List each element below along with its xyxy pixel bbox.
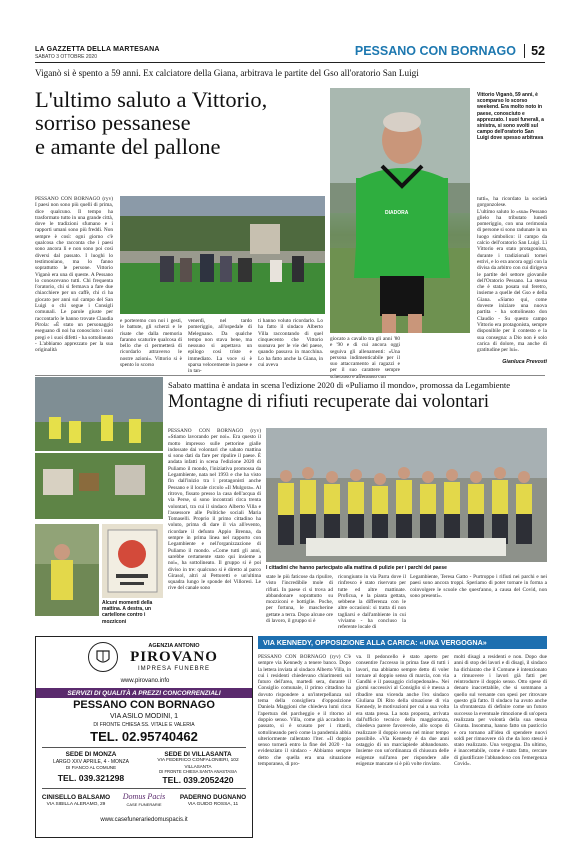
article1-text: tutti», ha ricordato la società gorgonzolese. [477,196,547,209]
ad-footer-site[interactable]: www.casefunerariedomuspacis.it [100,817,188,823]
ad-agency: AGENZIA ANTONIO [148,643,200,649]
article2-text: PESSANO CON BORNAGO (ryv) «Stiamo lavorando per noi». Era questo il motto impresso sulle pettorine gialle indossate dai volontari che sabato mattina si sono dati da fare per ripulire il paese. È andata infatti in scena l'edizione 2020 di Puliamo il mondo, l'iniziativa promossa da Legambiente, nata nel 1993 e che ha visto fin dall'inizio tra i protagonisti anche Pessano e il locale circolo «Il Mulgora». Al ritrovo, fissato presso la casa dell'acqua di via Perse, si sono incontrati circa trenta volontari, tra cui il sindaco Alberto Villa e l'assessore alle Politiche sociali Maria Tomaselli. Proprio il primo cittadino ha voluto, prima di dare il via all'evento, ricordare il defunto Appio Brenna, da sempre in prima linea nel rapporto con Legambiente e nell'organizzazione di Puliamo il mondo. «Come tutti gli anni, sarebbe certamente stato qui insieme a noi», ha sottolineato. Il gruppo si è poi diviso in tre: qualcuno si è diretto al parco Girasol, altri al Pettoretti e un'ultima squadra lungo le sponde del Villoresi. Le rive del canale sono [168,428,261,592]
ad-divider [42,788,246,789]
article1-kicker: Viganò si è spento a 59 anni. Ex calciatore della Giana, arbitrava le partite del Gso all'oratorio San Luigi [35,68,419,78]
section-title: PESSANO CON BORNAGO [354,44,516,58]
article1-headline [35,88,335,158]
ad-monza-title: SEDE DI MONZA [65,751,117,758]
ad-landmark: DI FRONTE CHIESA SS. VITALE E VALERIA [93,722,195,728]
article2-side-caption: Alcuni momenti della mattina. A destra, un cartellone contro i mozziconi [102,600,153,625]
article2-text: state le più faticose da ripulire, visto l'incredibile mole di rifiuti. In paese ci si trova ad abbandonare soprattutto su mozziconi e bottiglie. Poche, per fortuna, le mascherine gettate a terra. Dopo alcune ore di lavoro, il gruppo si è [266,574,333,625]
article1-text: ti hanno voluto ricordarlo. Lo ha fatto il sindaco Alberto Villa raccontando di quel cinquecento che Vittorio suonava per le vie del paese, quando passava in macchina. Lo ha fatto anche la Giana, in cui aveva [258,318,323,369]
pirovano-logo-icon [88,642,118,672]
ad-main-phone[interactable]: TEL. 02.95740462 [90,729,198,744]
masthead-rule [35,62,545,63]
ad-villasanta-note: DI FRONTE CHIESA SANTA ANASTASIA [159,769,237,774]
article1-column [258,318,323,370]
poster-image [102,524,163,598]
ad-brand: PIROVANO [130,649,218,665]
issue-date: SABATO 3 OTTOBRE 2020 [35,54,97,60]
article3-text: molti disagi a residenti e non. Dopo due anni di stop dei lavori e di disagi, il sindaco ha dichiarato che il Comune è intenzionato a rimuovere i lavori già fatti per reintrodurre il doppio senso. Otto spese di denaro inaccettabile, che si sommano a quello sul versante con spesi per ritrovare questo già fatto. Il sindaco ha avuto anche la sfrontatezza di definire come un futuro successo la eventuale rimozione di un'opera realizzata per volontà della sua stessa Giunta. Insomma, hanno fatto un pasticcio e ora tornano all'idea di spendere nuovi soldi per rimuovere ciò che da loro stessi è stato realizzato. Una vergogna. Da ultimo, è inaccettabile, come è stato fatto, cercare di giustificare l'abbandono con l'emergenza Covid». [454,654,547,768]
cleanup-photo-group [35,377,163,519]
article1-column [120,318,182,370]
article2-text: ricongiunto in via Parra dove il rinfresco è stato riservato per tutte ed altre mattinate. Proficua, e la pianta gettata, sebbene la differenza con le altre occasioni: si tratta di non tagliarsi e dall'ambiente in cui viviamo - ha concluso la referente locale di [338,574,406,631]
article1-column [35,196,113,369]
article1-text: venerdì, nel tardo pomeriggio, all'ospedale di Melegnano. Da qualche tempo non stava bene, ma nessuno si aspettava un epilogo così triste e immediato. La voce si è sparsa velocemente in paese e in tan- [188,318,252,375]
article3-text: va. Il pedoncello è stato aperto per consentire l'accesso in prima fase di tutti i lavori, ma abbiamo sempre detto di voler tornare al doppio senso di marcia, con via Gandhi e il passaggio ciclopedonale». Nei giorni successivi al Consiglio si è messa a ribadire una vicenda anche l'ex sindaco Giuliana Di Rito della situazione di via Kennedy, le motivazioni per cui a sua volta era stata presa. La nota proposta, arrivata dall'ufficio tecnico della maggioranza, chiedeva parere favorevole, allo scopo di realizzare il doppio senso nel minor tempo possibile. «Via Kennedy è da due anni ostaggio di un marciapiede abbandonato. Insieme con un'ordinanza di chiusura delle esigenze sull'area per rispondere alle esigenze mancate si è più volte rinviato. [356,654,449,768]
ad-town: PESSANO CON BORNAGO [73,699,215,711]
paper-name: LA GAZZETTA DELLA MARTESANA [35,46,160,53]
ad-domus-sub: CASE FUNERARIE [126,802,162,807]
article2-headline: Montagne di rifiuti recuperate dai volontari [168,392,490,412]
ad-paderno-title: PADERNO DUGNANO [179,794,247,801]
article1-headline-line: e amante del pallone [35,133,221,159]
article1-headline-line: sorriso pessanese [35,110,191,136]
article1-signature: Gianluca Prevosti [502,359,547,365]
article3-column [356,654,449,838]
article2-kicker: Sabato mattina è andata in scena l'edizione 2020 di «Puliamo il mondo», promossa da Legambiente [168,380,511,390]
ad-monza-address: LARGO XXV APRILE, 4 - MONZA [53,759,129,765]
crest-icon [89,643,117,671]
ad-divider [42,747,246,748]
ad-service-banner: SERVIZI DI QUALITÀ A PREZZI CONCORRENZIALI [36,688,252,698]
article3-banner: VIA KENNEDY, OPPOSIZIONE ALLA CARICA: «UNA VERGOGNA» [258,636,547,649]
article3-column [454,654,547,838]
article3-column [258,654,351,838]
article-divider [35,375,545,376]
ad-monza-note: DI FIANCO AL COMUNE [65,765,117,770]
ad-cinisello-address: VIA SIBILLA ALERAMO, 29 [46,802,106,807]
article1-photo-caption: Vittorio Viganò, 59 anni, è scomparso lo scorso weekend. Era molto noto in paese, conosciuto e apprezzato. I suoi funerali, a sinistra, si sono svolti sul campo dell'oratorio San Luigi dove spesso arbitrava [477,92,544,142]
volunteer-portrait-image [35,524,99,616]
article1-text: e porteremo con noi i gesti, le battute, gli scherzi e le risate che dalla memoria faranno scaturire qualcosa di bello che ci permetterà di ricordarlo attraverso le nostre azioni». Vittorio si è spento lo scorso [120,318,182,369]
article3-text: PESSANO CON BORNAGO (ryv) C'è sempre via Kennedy a tenere banco. Dopo la lettera inviata al sindaco Alberto Villa, in cui i residenti chiedevano chiarimenti sul futuro dell'area, martedì sera, durante il Consiglio comunale, il primo cittadino ha dovuto rispondere a un'interpellanza sul tema della consigliera d'opposizione Daniela Maggioni che chiedeva lumi circa l'apertura del parcheggio e il ritorno al doppio senso. Villa, come già accaduto in passato, si è scusato per i ritardi, sottolineando però come la pandemia abbia ulteriormente rallentato l'iter. «Il doppio senso tornerà entro la fine del 2020 - ha evidenziato il sindaco - Abbiamo sempre detto che quella era una situazione temporanea, di pro- [258,654,351,768]
article1-column [330,336,400,380]
article2-column [266,574,333,626]
ad-villasanta-title: SEDE DI VILLASANTA [164,751,232,758]
ad-domus-name: Domus Pacis [122,792,166,801]
vittorio-photo [330,88,470,333]
funeral-ad [35,636,253,838]
article1-column [188,318,252,375]
article2-column [338,574,406,631]
article2-text: Legambiente, Teresa Gatto - Purtroppo i rifiuti nei parchi e nei paesi sono ancora troppi. Speriamo di poter tornare in forma a coinvolgere le scuole che quest'anno, a causa del Covid, non sono presenti». [410,574,547,599]
ad-cinisello-title: CINISELLO BALSAMO [41,794,111,801]
article2-column [168,428,261,593]
ad-villasanta-address: VIA FEDERICO CONFALONIERI, 102 [157,758,239,763]
article1-text: PESSANO CON BORNAGO (ryv) I paesi non sono più quelli di prima, dice qualcuno. Il tempo ha trasformato tutto in una grande città, dove le tradizioni sfumano e i rapporti umani sono più freddi. Non sempre è così: ogni giorno c'è qualcosa che racconta che i paesi sono ancora lì e non sono poi così diversi dal passato. I luoghi lo testimoniano, ma lo fanno soprattutto le persone. Vittorio Viganò era una di queste. A Pessano lo conoscevano tutti. Chi frequenta l'oratorio, chi si fermava a fare due chiacchiere per un caffè, chi ci ha giocato per anni sul campo del San Luigi o chi segue i Consigli comunali. Le parole giuste per raccontarlo le hanno trovate Claudia Pirola: «È stato un personaggio eseguano di noi ha conosciuto i suoi pregi e i suoi difetti - ha sottolineato - L'abbiamo apprezzato per la sua originalità [35,196,113,354]
article1-column [477,196,547,356]
group-scene-image [266,428,547,562]
page-number: 52 [524,44,545,58]
article2-column [410,574,547,626]
volunteers-group-photo [266,428,547,562]
ad-monza-phone[interactable]: TEL. 039.321298 [57,773,125,783]
article1-text: giocato a cavallo tra gli anni '80 e '90 e di cui ancora oggi seguiva gli allenamenti: «Una persona indimenticabile per il suo attaccamento ai ragazzi e per il suo carattere sempre scherzoso e affettuoso con [330,336,400,380]
ad-street: VIA ASILO MODINI, 1 [109,713,179,720]
shirt-label: DIADORA [385,210,409,216]
volunteers-image [35,377,163,519]
article2-photo-caption: I cittadini che hanno partecipato alla mattina di pulizie per i parchi del paese [266,565,447,571]
cleanup-small-photo [35,524,99,616]
funeral-scene-image [120,196,325,314]
article1-headline-line: L'ultimo saluto a Vittorio, [35,87,268,112]
ad-website[interactable]: www.pirovano.info [120,678,170,684]
ad-paderno-address: VIA GUIDO ROSSA, 11 [187,802,239,807]
ad-subtitle: IMPRESA FUNEBRE [137,666,210,672]
mozziconi-poster-photo [102,524,163,598]
ad-villasanta-phone[interactable]: TEL. 039.2052420 [162,775,234,785]
funeral-photo [120,196,325,314]
ad-villasanta-town: VILLASANTA [184,764,212,769]
article1-text: L'ultimo saluto lo «sua» Pessano glielo ha tributato lunedì pomeriggio, con una cerimonia di persone si sono radunate in un luogo simbolico: il campo da calcio dell'oratorio San Luigi. Lì Vittorio era stato protagonista, durante i tradizionali tornei estivi, e lo era ancora oggi con la divisa da arbitro con cui dirigeva le partite del settore giovanile dell'Oratorio Pessano. La stessa che è stata posata sul feretro, insieme a quelle del Gso e della Giana. «Siamo qui, come doveste iniziare una nuova partita - ha sottolineato don Claudio - Su questo campo Vittorio era protagonista, sempre disponibile per il contesto e la sua consegna: a Dio non è solo carica di dolore, ma anche di gratitudine per lui». [477,208,548,354]
